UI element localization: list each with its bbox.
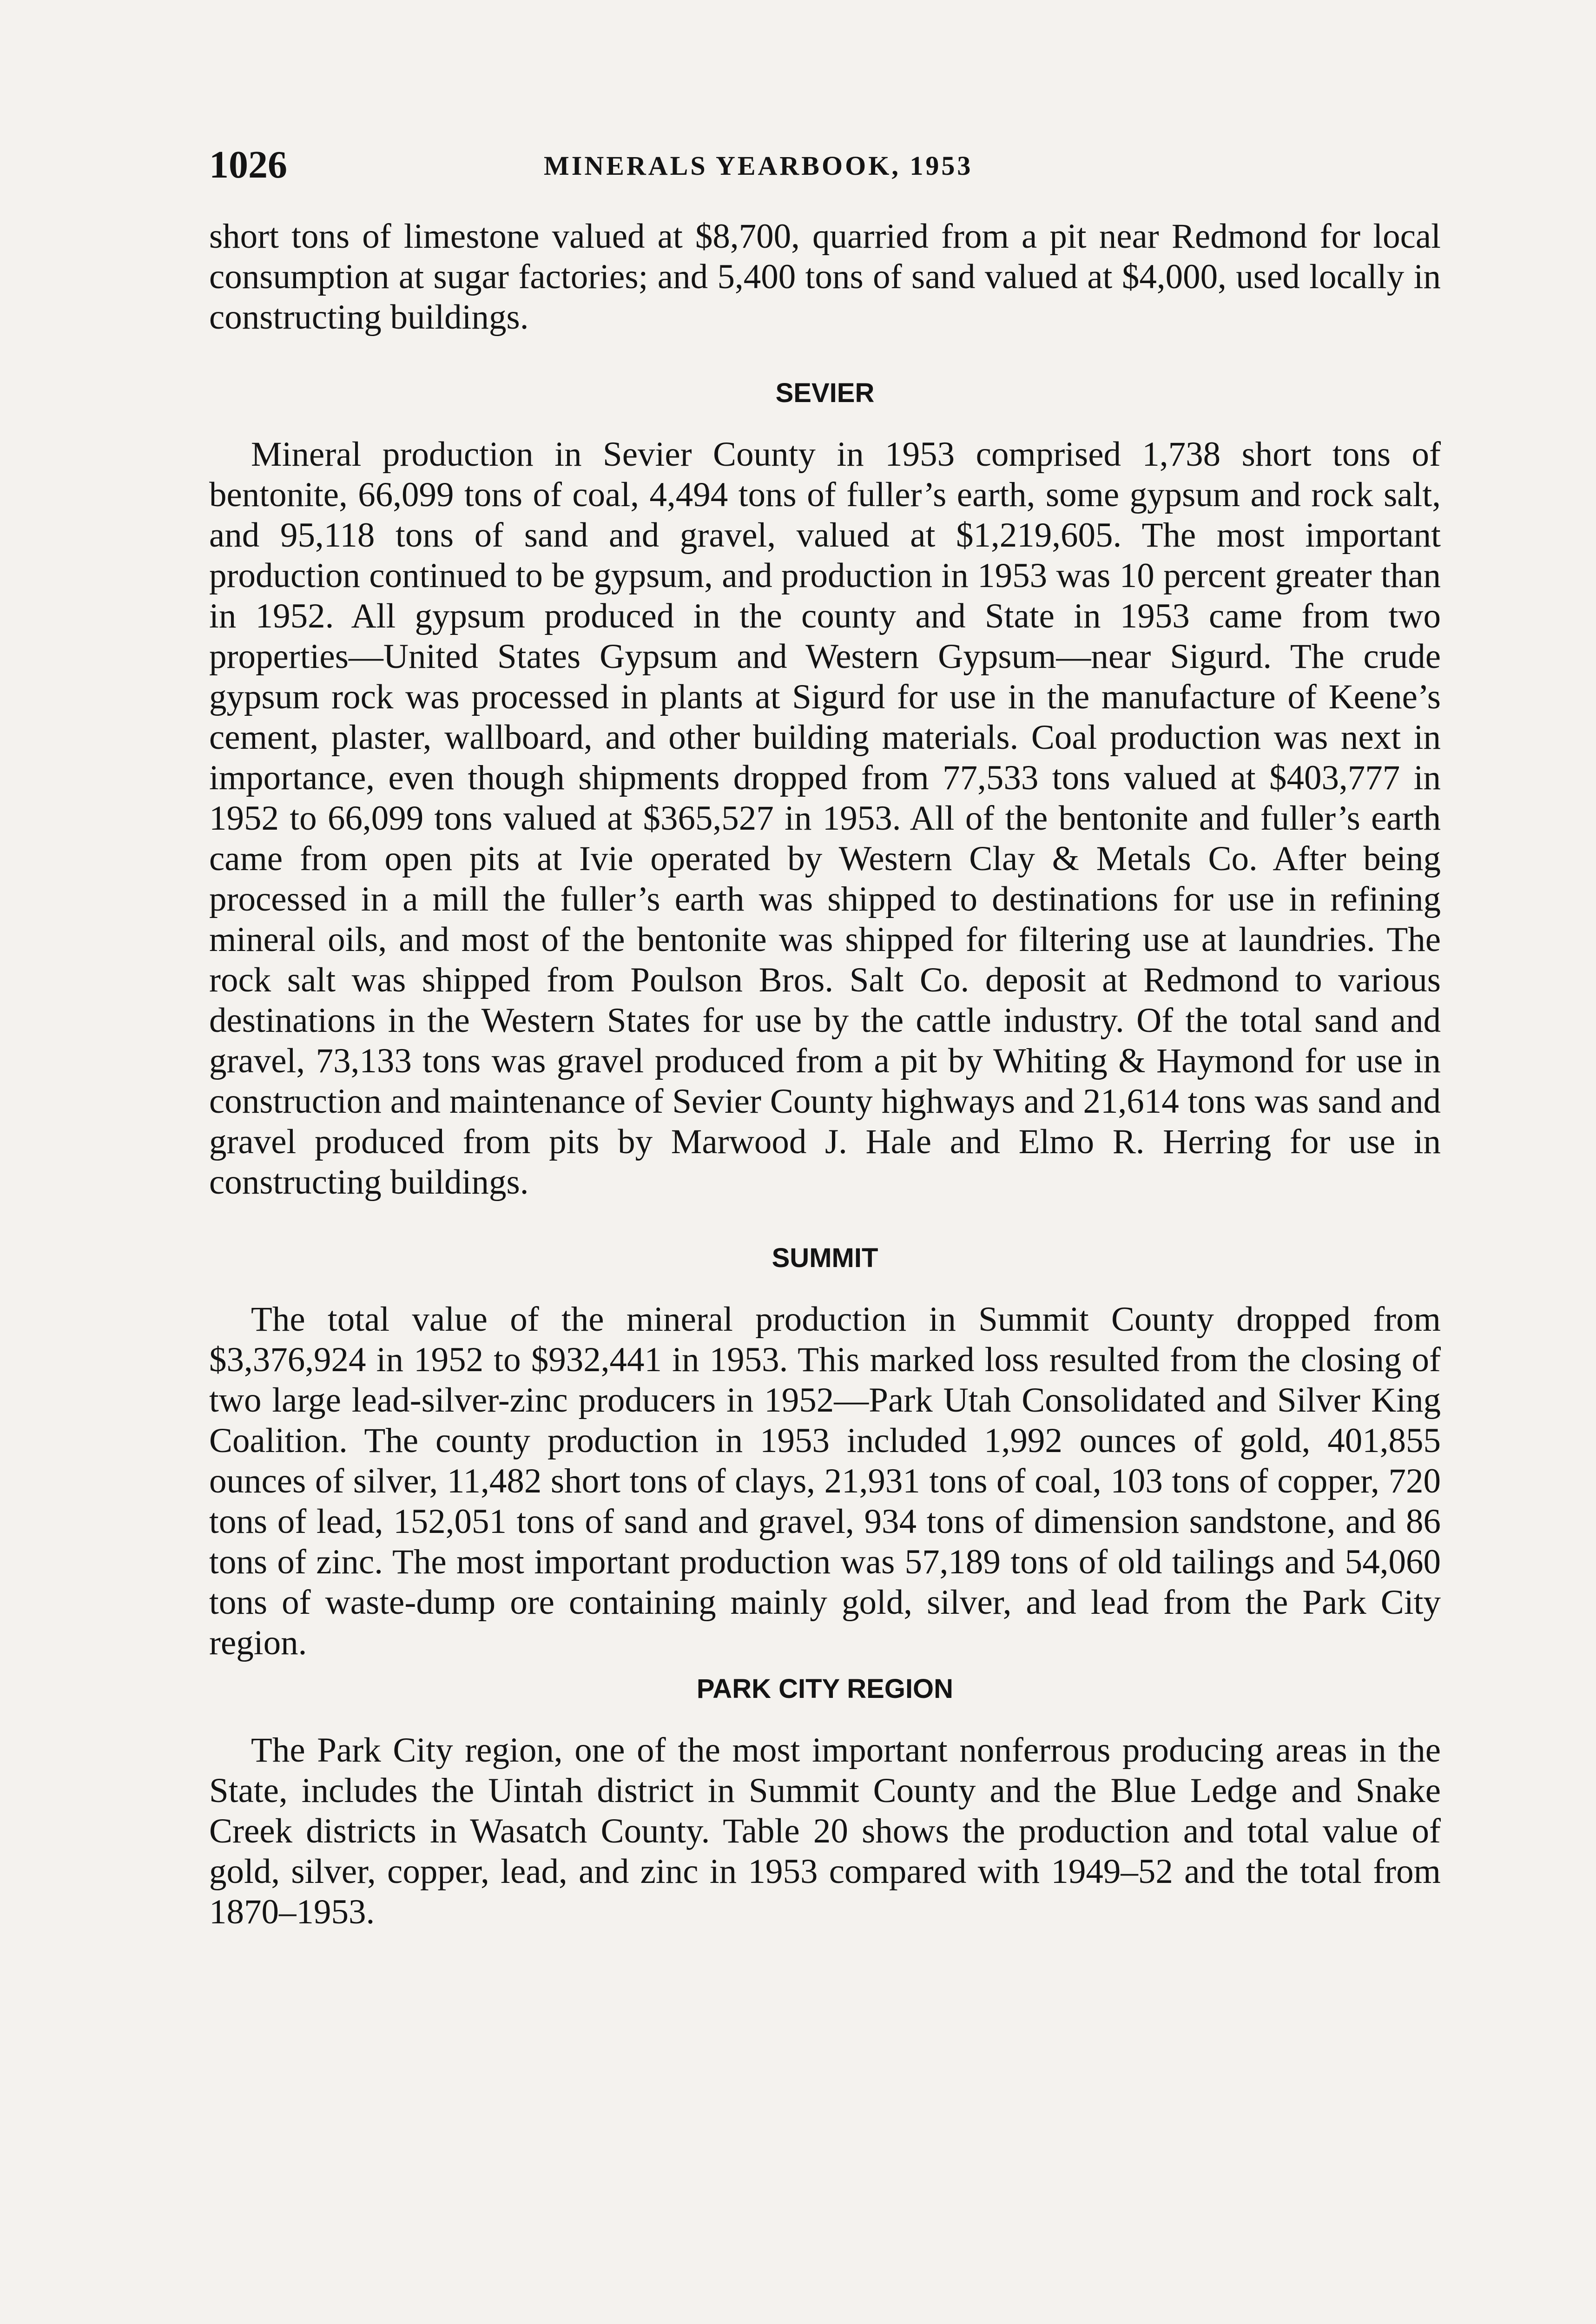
intro-paragraph: short tons of limestone valued at $8,700, quarried from a pit near Redmond for local consumption at sugar factories; and 5,400 tons of sand valued at $4,000, used locally in constructing buildings. (209, 217, 1441, 337)
running-title: MINERALS YEARBOOK, 1953 (544, 151, 973, 181)
page-number: 1026 (209, 143, 287, 186)
sevier-paragraph: Mineral production in Sevier County in 1953 comprised 1,738 short tons of bentonite, 66,099 tons of coal, 4,494 tons of fuller’s earth, some gypsum and rock salt, and 95,118 tons of sand and gravel, valued at $1,219,605. The most important production continued to be gypsum, and production in 1953 was 10 percent greater than in 1952. All gypsum produced in the county and State in 1953 came from two properties—United States Gypsum and Western Gypsum—near Sigurd. The crude gypsum rock was processed in plants at Sigurd for use in the manufacture of Keene’s cement, plaster, wallboard, and other building materials. Coal production was next in importance, even though shipments dropped from 77,533 tons valued at $403,777 in 1952 to 66,099 tons valued at $365,527 in 1953. All of the bentonite and fuller’s earth came from open pits at Ivie operated by Western Clay & Metals Co. After being processed in a mill the fuller’s earth was shipped to destinations for use in refining mineral oils, and most of the bentonite was shipped for filtering use at laundries. The rock salt was shipped from Poulson Bros. Salt Co. deposit at Redmond to various destinations in the Western States for use by the cattle industry. Of the total sand and gravel, 73,133 tons was gravel produced from a pit by Whiting & Haymond for use in construction and maintenance of Sevier County highways and 21,614 tons was sand and gravel produced from pits by Marwood J. Hale and Elmo R. Herring for use in constructing buildings. (209, 435, 1441, 1202)
summit-paragraph: The total value of the mineral production in Summit County dropped from $3,376,924 in 1952 to $932,441 in 1953. This marked loss resulted from the closing of two large lead-silver-zinc producers in 1952—Park Utah Consolidated and Silver King Coalition. The county production in 1953 included 1,992 ounces of gold, 401,855 ounces of silver, 11,482 short tons of clays, 21,931 tons of coal, 103 tons of copper, 720 tons of lead, 152,051 tons of sand and gravel, 934 tons of dimension sandstone, and 86 tons of zinc. The most important production was 57,189 tons of old tailings and 54,060 tons of waste-dump ore containing mainly gold, silver, and lead from the Park City region. (209, 1300, 1441, 1662)
park-city-region-paragraph: The Park City region, one of the most important nonferrous producing areas in the State, includes the Uintah district in Summit County and the Blue Ledge and Snake Creek districts in Wasatch County. Table 20 shows the production and total value of gold, silver, copper, lead, and zinc in 1953 compared with 1949–52 and the total from 1870–1953. (209, 1731, 1441, 1931)
park-city-region-heading: PARK CITY REGION (696, 1674, 954, 1704)
sevier-heading: SEVIER (775, 378, 875, 408)
page-header (209, 139, 1083, 195)
text-column (209, 216, 1441, 1932)
summit-heading: SUMMIT (772, 1243, 878, 1273)
